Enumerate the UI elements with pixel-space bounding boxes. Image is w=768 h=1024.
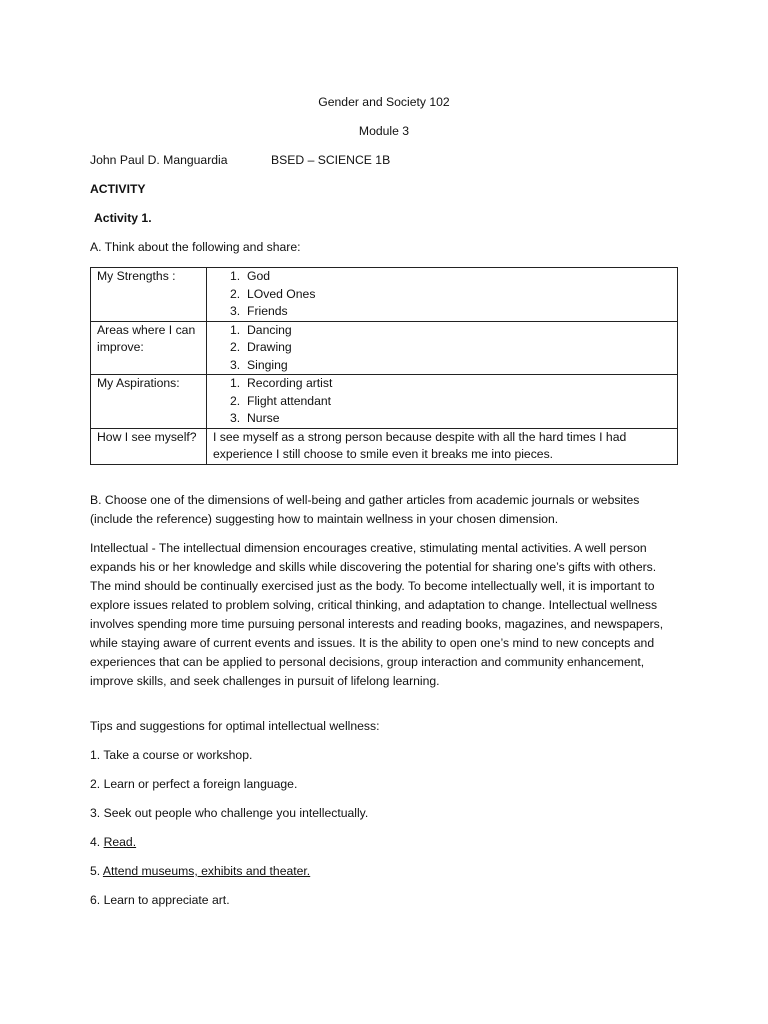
list-item: 3. Friends <box>230 304 288 318</box>
table-row <box>91 428 678 464</box>
module-title: Module 3 <box>358 124 410 138</box>
row-label: Areas where I can improve: <box>91 321 207 375</box>
tip-item: 2. Learn or perfect a foreign language. <box>90 777 298 791</box>
activity-number: Activity 1. <box>94 211 152 225</box>
course-title: Gender and Society 102 <box>318 95 450 109</box>
row-content <box>207 268 678 322</box>
activity-heading: ACTIVITY <box>90 182 146 196</box>
student-name: John Paul D. Manguardia <box>90 153 228 167</box>
row-label: How I see myself? <box>91 428 207 464</box>
tip-item: 4. Read. <box>90 835 137 849</box>
list-item: 3. Singing <box>230 357 288 372</box>
tip-item: 3. Seek out people who challenge you intellectually. <box>90 806 369 820</box>
list-item: 1. God <box>230 269 271 283</box>
table-row <box>91 375 678 429</box>
row-label: My Strengths : <box>91 268 207 322</box>
part-b-prompt: B. Choose one of the dimensions of well-being and gather articles from academic journals or websites (include the reference) suggesting how to maintain wellness in your chosen dimension. <box>90 493 640 526</box>
attend-museums-link[interactable]: Attend museums, exhibits and theater. <box>102 864 311 878</box>
row-label: My Aspirations: <box>91 375 207 429</box>
list-item: 2. Flight attendant <box>230 393 332 408</box>
list-item: 1. Recording artist <box>230 376 333 390</box>
list-item: 2. Drawing <box>230 340 292 354</box>
intellectual-paragraph: Intellectual - The intellectual dimension encourages creative, stimulating mental activities. A well person expands his or her knowledge and skills while discovering the potential for sharing one’s gifts with others. The mind should be continually exercised just as the body. To become intellectually well, it is important to explore issues related to problem solving, critical thinking, and adaptation to change. Intellectual wellness involves spending more time pursuing personal interests and reading books, magazines, and newspapers, while staying aware of current events and issues. It is the ability to open one’s mind to new concepts and experiences that can be applied to personal decisions, group interaction and community enhancement, improve skills, and seek challenges in pursuit of lifelong learning. <box>90 541 664 688</box>
student-section: BSED – SCIENCE 1B <box>271 153 391 167</box>
list-item: 3. Nurse <box>230 411 280 425</box>
row-content <box>207 375 678 429</box>
list-item: 1. Dancing <box>230 322 292 337</box>
numbered-list <box>213 375 671 428</box>
row-content <box>207 321 678 375</box>
part-a-prompt: A. Think about the following and share: <box>90 240 301 254</box>
list-item: 2. LOved Ones <box>230 286 316 301</box>
tips-heading: Tips and suggestions for optimal intellectual wellness: <box>90 719 380 733</box>
table-row <box>91 268 678 322</box>
row-content: I see myself as a strong person because despite with all the hard times I had experience I still choose to smile even it breaks me into pieces. <box>207 428 678 464</box>
numbered-list <box>213 322 671 375</box>
tip-item: 5. Attend museums, exhibits and theater. <box>90 864 311 878</box>
numbered-list <box>213 268 671 321</box>
self-assessment-table <box>90 267 678 465</box>
read-link[interactable]: Read. <box>103 835 137 849</box>
tip-item: 1. Take a course or workshop. <box>90 748 253 762</box>
table-row <box>91 321 678 375</box>
tip-item: 6. Learn to appreciate art. <box>90 893 230 907</box>
